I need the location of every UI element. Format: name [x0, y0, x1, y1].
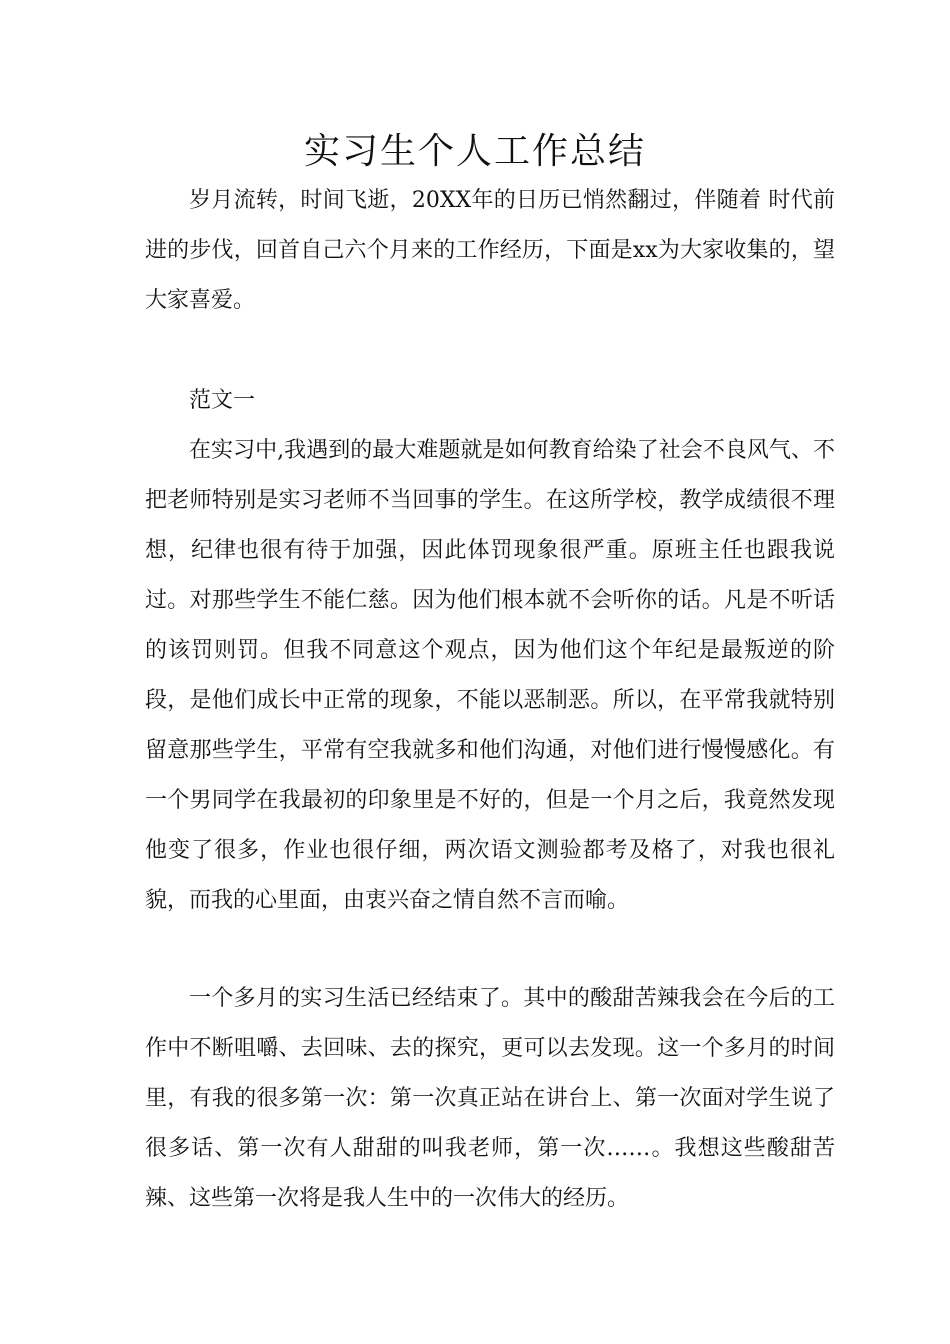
intro-paragraph: 岁月流转，时间飞逝，20XX年的日历已悄然翻过，伴随着 时代前进的步伐，回首自己六个月来的工作经历，下面是xx为大家收集的，望大家喜爱。 — [145, 188, 835, 313]
intro-block — [145, 176, 835, 326]
body-block-1 — [145, 426, 835, 926]
body-block-2 — [145, 974, 835, 1224]
body-paragraph-1: 在实习中,我遇到的最大难题就是如何教育给染了社会不良风气、不把老师特别是实习老师不当回事的学生。在这所学校，教学成绩很不理想，纪律也很有待于加强，因此体罚现象很严重。原班主任也跟我说过。对那些学生不能仁慈。因为他们根本就不会听你的话。凡是不听话的该罚则罚。但我不同意这个观点，因为他们这个年纪是最叛逆的阶段，是他们成长中正常的现象，不能以恶制恶。所以，在平常我就特别留意那些学生，平常有空我就多和他们沟通，对他们进行慢慢感化。有一个男同学在我最初的印象里是不好的，但是一个月之后，我竟然发现他变了很多，作业也很仔细，两次语文测验都考及格了，对我也很礼貌，而我的心里面，由衷兴奋之情自然不言而喻。 — [145, 438, 835, 913]
section-heading-block — [145, 376, 835, 426]
document-title: 实习生个人工作总结 — [303, 131, 646, 172]
body-paragraph-2: 一个多月的实习生活已经结束了。其中的酸甜苦辣我会在今后的工作中不断咀嚼、去回味、去的探究，更可以去发现。这一个多月的时间里，有我的很多第一次：第一次真正站在讲台上、第一次面对学生说了很多话、第一次有人甜甜的叫我老师，第一次……。我想这些酸甜苦辣、这些第一次将是我人生中的一次伟大的经历。 — [145, 986, 835, 1211]
section-heading: 范文一 — [189, 388, 256, 413]
